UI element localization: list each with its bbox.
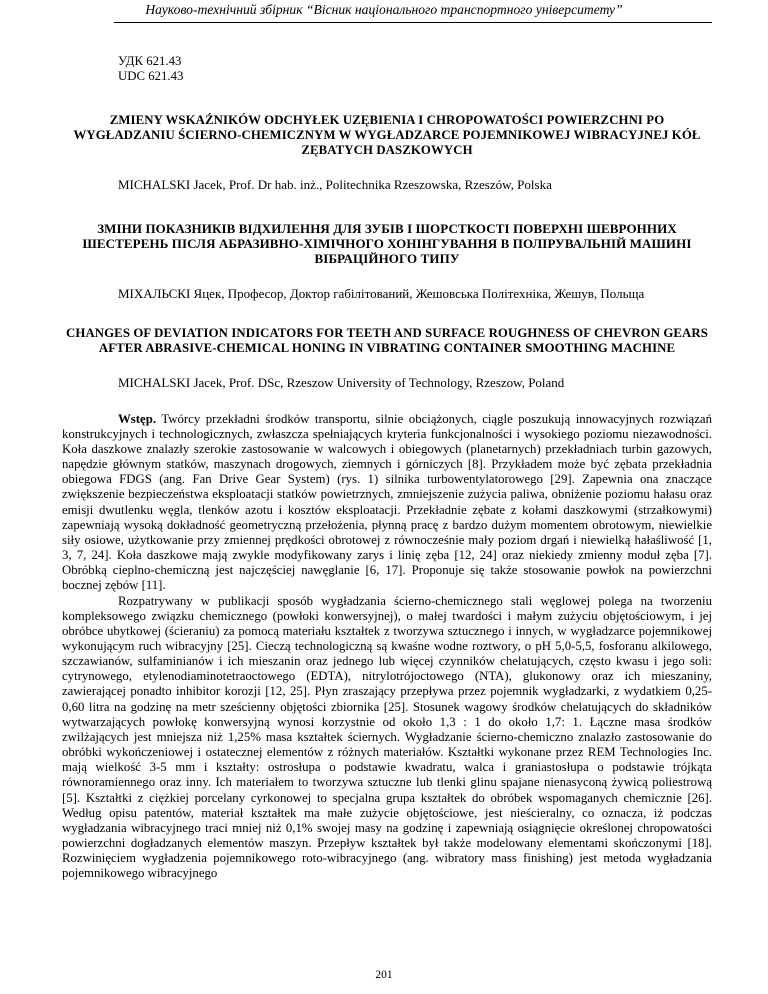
author-polish-name: MICHALSKI Jacek [118, 176, 223, 192]
journal-header: Науково-технічний збірник “Вісник національного транспортного університету” [145, 2, 623, 17]
udc-en: UDC 621.43 [118, 69, 184, 83]
paragraph-introduction [62, 412, 712, 594]
page-number: 201 [375, 969, 393, 981]
udc-block [62, 54, 712, 84]
author-polish [62, 177, 712, 192]
paragraph-1-text: Twórcy przekładni środków transportu, silnie obciążonych, ciągle poszukują innowacyjnych rozwiązań konstrukcyjnych i technologicznych, zwłaszcza spełniających kryteria funkcjonalności i wysokiego poziomu niezawodności. Koła daszkowe znalazły szerokie zastosowanie w walcowych i obiegowych (planetarnych) przekładniach turbin gazowych, napędzie głównym statków, maszynach drogowych, ziemnych i górniczych [8]. Przykładem może być zębata przekładnia obiegowa FDGS (ang. Fan Drive Gear System) (rys. 1) silnika turbowentylatorowego [29]. Zapewnia ona znaczące zwiększenie bezpieczeństwa eksploatacji statków powietrznych, zmniejszenie zużycia paliwa, obniżenie poziomu hałasu oraz emisji dwutlenku węgla, tlenków azotu i kosztów eksploatacji. Przekładnie zębate z kołami daszkowymi (strzałkowymi) zapewniają wysoką dokładność geometryczną przełożenia, płynną pracę z bardzo dużym momentem obrotowym, niewielkie siły osiowe, użytkowanie przy zmiennej prędkości obrotowej z równocześnie mały poziom drgań i niewielką hałaśliwość [1, 3, 7, 24]. Koła daszkowe mają zwykle modyfikowany zarys i linię zęba [12, 24] oraz niekiedy zmienny moduł zęba [7]. Obróbką cieplno-chemiczną jest najczęściej nawęglanie [6, 17]. Proponuje się także stosowanie powłok na powierzchni bocznej zębów [11]. [62, 411, 712, 593]
author-english: MICHALSKI Jacek, Prof. DSc, Rzeszow University of Technology, Rzeszow, Poland [118, 374, 565, 390]
body-text [62, 412, 712, 882]
paper-page [62, 40, 712, 881]
udc-ua: УДК 621.43 [118, 54, 182, 68]
title-ukrainian: ЗМІНИ ПОКАЗНИКІВ ВІДХИЛЕННЯ ДЛЯ ЗУБІВ І ШОРСТКОСТІ ПОВЕРХНІ ШЕВРОННИХ ШЕСТЕРЕНЬ ПІСЛЯ АБРАЗИВНО-ХІМІЧНОГО ХОНІНГУВАННЯ В ПОЛІРУВАЛЬНІЙ МАШИНІ ВІБРАЦІЙНОГО ТИПУ [82, 220, 692, 267]
header-rule [114, 22, 712, 23]
title-english: CHANGES OF DEVIATION INDICATORS FOR TEETH AND SURFACE ROUGHNESS OF CHEVRON GEARS AFTER ABRASIVE-CHEMICAL HONING IN VIBRATING CONTAINER SMOOTHING MACHINE [66, 326, 708, 356]
section-lead: Wstęp. [118, 411, 157, 426]
paragraph-2: Rozpatrywany w publikacji sposób wygładzania ścierno-chemicznego stali węglowej polega na tworzeniu kompleksowego związku chemicznego (powłoki konwersyjnej), o małej twardości i małym zużyciu objętościowym, i jej obróbce ubytkowej (ścieraniu) za pomocą materiału kształtek z tworzywa sztucznego i innych, w wygładzarce pojemnikowej wykonującym ruch wibracyjny [25]. Cieczą technologiczną są kwaśne wodne roztwory, o pH 5,0-5,5, fosforanu alkilowego, szczawianów, sulfaminianów i ich mieszanin oraz jednego lub więcej czynników chelatujących, często kwasu i jego soli: cytrynowego, etylenodiaminotetraoctowego (EDTA), nitrylotrójoctowego (NTA), glukonowy oraz ich mieszaniny, zawierającej ponadto inhibitor korozji [12, 25]. Płyn zraszający przepływa przez pojemnik wygładzarki, z wydatkiem 0,25-0,60 litra na godzinę na metr sześcienny objętości zbiornika [25]. Stosunek wagowy środków chelatujących do składników wytwarzających powłokę konwersyjną wynosi korzystnie od około 1,3 : 1 do około 1,7: 1. Łączne masa środków zwilżających jest mniejsza niż 1,25% masa kształtek ściernych. Wygładzanie ścierno-chemiczno znalazło zastosowanie do obróbki wykończeniowej i ostatecznej elementów z różnych materiałów. Kształtki wykonane przez REM Technologies Inc. mają wielkość 3-5 mm i kształty: ostrosłupa o podstawie kwadratu, walca i graniastosłupa o podstawie trójkąta równoramiennego oraz inny. Ich materiałem to tworzywa sztuczne lub tlenki glinu spajane nienasyconą żywicą poliestrową [5]. Kształtki z ciężkiej porcelany cyrkonowej to specjalna grupa kształtek do obróbek wspomaganych chemicznie [26]. Według opisu patentów, materiał kształtek ma małe zużycie objętościowe, jest nieścieralny, co oznacza, iż podczas wygładzania wibracyjnego traci mniej niż 0,1% swojej masy na godzinę i zapewniają osiągnięcie określonej chropowatości powierzchni dogładzanych elementów maszyn. Przepływ kształtek był także modelowany elementami skończonymi [18]. Rozwinięciem wygładzenia pojemnikowego roto-wibracyjnego (ang. wibratory mass finishing) jest metoda wygładzania pojemnikowego wibracyjnego [62, 593, 712, 881]
author-polish-affiliation: , Prof. Dr hab. inż., Politechnika Rzeszowska, Rzeszów, Polska [222, 176, 552, 192]
title-polish: ZMIENY WSKAŹNIKÓW ODCHYŁEK UZĘBIENIA I CHROPOWATOŚCI POWIERZCHNI PO WYGŁADZANIU ŚCIERNO-CHEMICZNYM W WYGŁADZARCE POJEMNIKOWEJ WIBRACYJNEJ KÓŁ ZĘBATYCH DASZKOWYCH [73, 113, 701, 158]
author-ukrainian: МІХАЛЬСКІ Яцек, Професор, Доктор габілітований, Жешовська Політехніка, Жешув, Польща [118, 286, 645, 302]
